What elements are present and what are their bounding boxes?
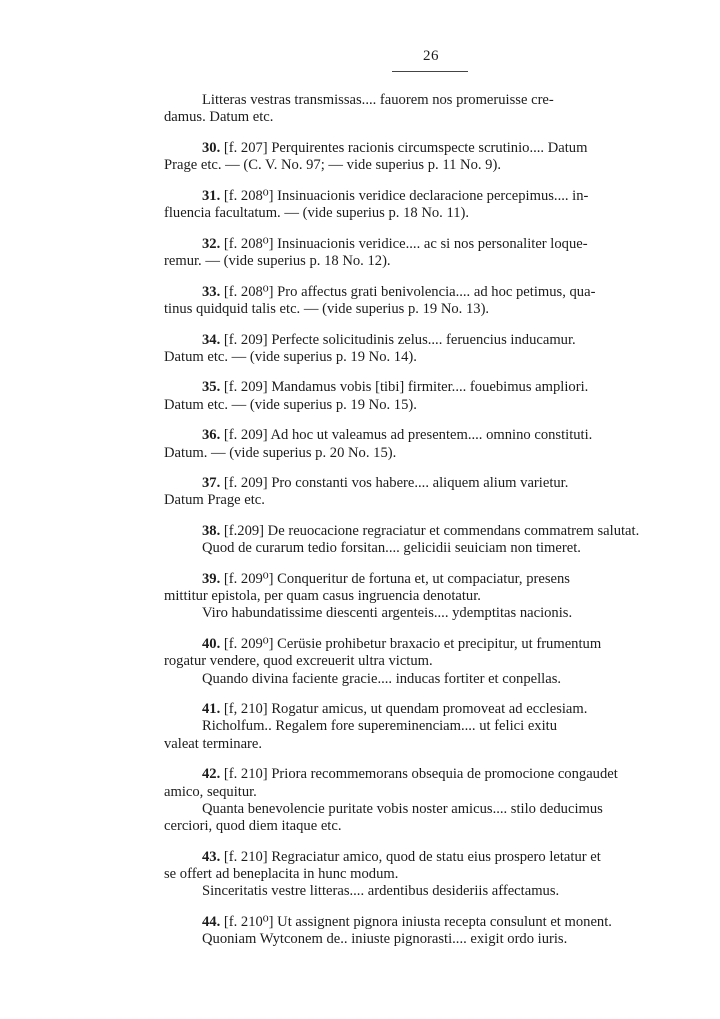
text-line	[164, 718, 700, 735]
text-line	[164, 157, 700, 174]
entry-text: Richolfum.. Regalem fore supereminenciam.... ut felici exitu	[202, 718, 558, 735]
entry-first-line	[164, 914, 700, 931]
entry-first-line	[164, 140, 700, 157]
letter-entry	[164, 766, 700, 835]
entry-text: Sinceritatis vestre litteras.... ardentibus desideriis affectamus.	[202, 883, 560, 900]
entry-first-line	[164, 475, 700, 492]
letter-entry	[164, 914, 700, 948]
text-line	[164, 818, 700, 835]
entry-text: Datum etc. — (vide superius p. 19 No. 14).	[164, 348, 417, 365]
entry-text: tinus quidquid talis etc. — (vide superius p. 19 No. 13).	[164, 300, 490, 317]
entry-text: Datum. — (vide superius p. 20 No. 15).	[164, 444, 397, 461]
entry-text: mittitur epistola, per quam casus ingruencia denotatur.	[164, 588, 481, 605]
text-line	[164, 588, 700, 605]
text-line	[164, 801, 700, 818]
entry-text: Quando divina faciente gracie.... inducas fortiter et conpellas.	[202, 670, 562, 687]
entry-text: [f, 210] Rogatur amicus, ut quendam promoveat ad ecclesiam.	[220, 701, 588, 718]
text-line	[164, 205, 700, 222]
entry-text: valeat terminare.	[164, 735, 263, 752]
letter-entry	[164, 475, 700, 509]
entry-text: [f. 207] Perquirentes racionis circumspecte scrutinio.... Datum	[220, 139, 588, 156]
entry-text: amico, sequitur.	[164, 783, 257, 800]
entry-first-line	[164, 523, 700, 540]
entry-first-line	[164, 332, 700, 349]
text-line: damus. Datum etc.	[164, 109, 274, 126]
entry-text: remur. — (vide superius p. 18 No. 12).	[164, 252, 391, 269]
text-line	[164, 301, 700, 318]
entry-first-line	[164, 636, 700, 653]
text-line	[164, 540, 700, 557]
text-line	[164, 883, 700, 900]
page-number: 26	[423, 48, 439, 64]
intro-paragraph	[164, 92, 700, 126]
text-line	[164, 445, 700, 462]
letter-entry	[164, 236, 700, 270]
letter-entry	[164, 849, 700, 901]
entry-text: [f. 209] Perfecte solicitudinis zelus.... feruencius inducamur.	[220, 331, 576, 348]
entry-text: Quanta benevolencie puritate vobis noster amicus.... stilo deducimus	[202, 800, 603, 817]
text-line: Litteras vestras transmissas.... fauorem nos promeruisse cre-	[202, 92, 554, 108]
entry-text: Quod de curarum tedio forsitan.... gelicidii seuiciam non timeret.	[202, 540, 581, 557]
entry-text: Datum Prage etc.	[164, 492, 265, 509]
entry-number: 33.	[202, 283, 221, 300]
text-line	[164, 492, 700, 509]
text-line	[164, 931, 700, 948]
page-number-rule	[392, 71, 468, 72]
entry-text: [f. 209⁰] Cerüsie prohibetur braxacio et precipitur, ut frumentum	[220, 636, 602, 653]
entry-number: 42.	[202, 766, 221, 783]
body-text	[164, 92, 700, 962]
text-line	[164, 866, 700, 883]
entry-number: 35.	[202, 379, 221, 396]
entry-text: cerciori, quod diem itaque etc.	[164, 818, 342, 834]
entry-number: 44.	[202, 913, 221, 930]
entry-number: 30.	[202, 139, 221, 156]
entry-number: 32.	[202, 235, 221, 252]
entry-text: [f.209] De reuocacione regraciatur et commendans commatrem salutat.	[220, 523, 640, 540]
entry-text: [f. 208⁰] Insinuacionis veridice.... ac si nos personaliter loque-	[220, 235, 588, 252]
text-line	[164, 349, 700, 366]
entry-number: 31.	[202, 187, 221, 204]
entry-first-line	[164, 236, 700, 253]
entry-first-line	[164, 379, 700, 396]
entry-number: 41.	[202, 701, 221, 718]
entry-text: Viro habundatissime diescenti argenteis.... ydemptitas nacionis.	[202, 605, 573, 622]
letter-entry	[164, 379, 700, 413]
text-line	[164, 784, 700, 801]
letter-entry	[164, 427, 700, 461]
entry-text: [f. 209] Mandamus vobis [tibi] firmiter.... fouebimus ampliori.	[220, 379, 589, 396]
entry-first-line	[164, 766, 700, 783]
entry-number: 37.	[202, 475, 221, 492]
entry-text: [f. 208⁰] Pro affectus grati benivolencia.... ad hoc petimus, qua-	[220, 283, 596, 300]
letter-entry	[164, 701, 700, 753]
text-line	[164, 605, 700, 622]
letter-entry	[164, 284, 700, 318]
entry-text: fluencia facultatum. — (vide superius p. 18 No. 11).	[164, 205, 470, 222]
letter-entry	[164, 636, 700, 688]
text-line	[164, 736, 700, 753]
entry-number: 36.	[202, 427, 221, 444]
letter-entry	[164, 140, 700, 174]
text-line	[164, 671, 700, 688]
entry-text: Prage etc. — (C. V. No. 97; — vide superius p. 11 No. 9).	[164, 157, 501, 174]
text-line	[164, 653, 700, 670]
text-line	[164, 397, 700, 414]
entry-number: 40.	[202, 636, 221, 653]
entry-text: [f. 209] Ad hoc ut valeamus ad presentem.... omnino constituti.	[220, 427, 593, 444]
entry-text: se offert ad beneplacita in hunc modum.	[164, 865, 399, 882]
entry-number: 39.	[202, 571, 221, 588]
entry-first-line	[164, 701, 700, 718]
entry-text: Quoniam Wytconem de.. iniuste pignorasti.... exigit ordo iuris.	[202, 931, 568, 948]
entry-text: [f. 209] Pro constanti vos habere.... aliquem alium varietur.	[220, 475, 569, 492]
entry-text: [f. 210] Regraciatur amico, quod de statu eius prospero letatur et	[220, 848, 601, 865]
letter-entry	[164, 523, 700, 557]
entry-first-line	[164, 849, 700, 866]
entry-first-line	[164, 427, 700, 444]
entry-text: [f. 208⁰] Insinuacionis veridice declaracione percepimus.... in-	[220, 187, 589, 204]
entry-first-line	[164, 284, 700, 301]
entry-text: [f. 210⁰] Ut assignent pignora iniusta recepta consulunt et monent.	[220, 913, 612, 930]
entry-number: 38.	[202, 523, 221, 540]
entry-number: 43.	[202, 848, 221, 865]
entry-first-line	[164, 188, 700, 205]
entry-text: Datum etc. — (vide superius p. 19 No. 15).	[164, 396, 417, 413]
letter-entry	[164, 332, 700, 366]
entry-text: rogatur vendere, quod excreuerit ultra victum.	[164, 653, 433, 670]
text-line	[164, 253, 700, 270]
entry-first-line	[164, 571, 700, 588]
entry-number: 34.	[202, 331, 221, 348]
letter-entry	[164, 571, 700, 623]
entry-text: [f. 210] Priora recommemorans obsequia de promocione congaudet	[220, 766, 618, 783]
letter-entry	[164, 188, 700, 222]
entry-text: [f. 209⁰] Conqueritur de fortuna et, ut compaciatur, presens	[220, 571, 570, 588]
